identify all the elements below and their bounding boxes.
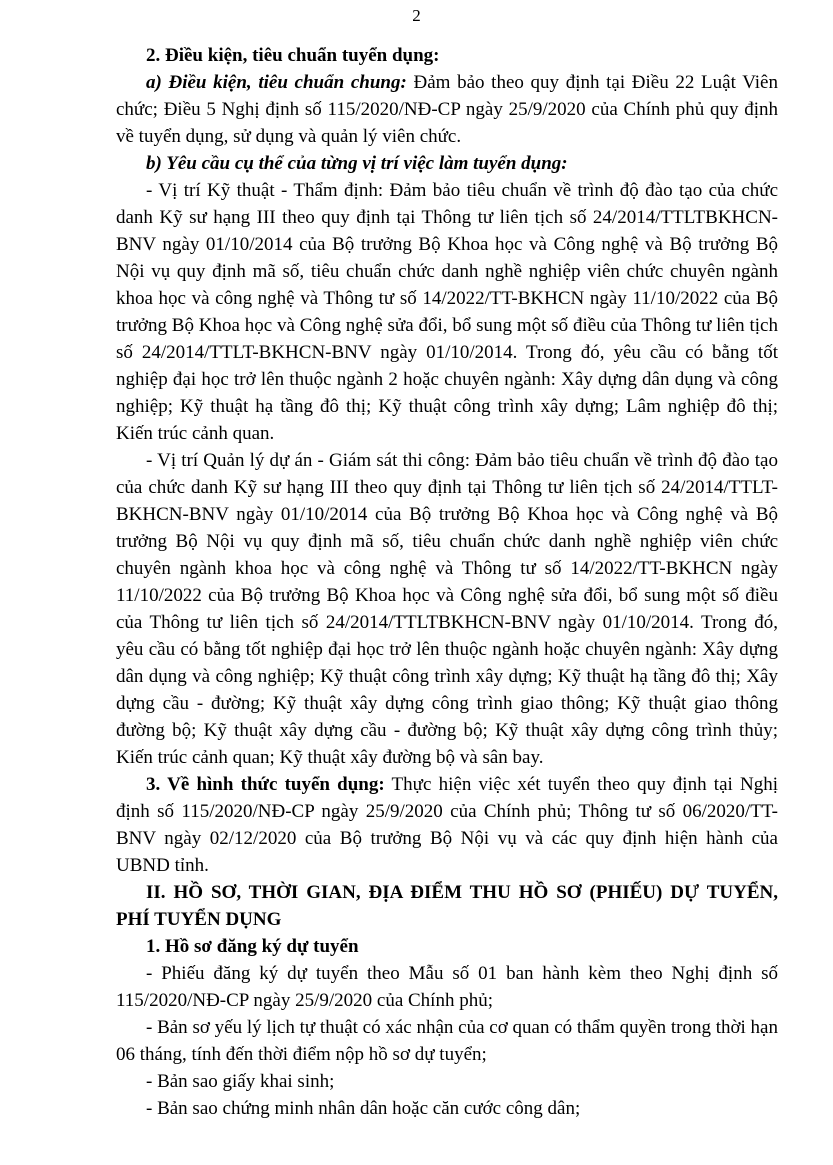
list-item: - Bản sao chứng minh nhân dân hoặc căn cước công dân; <box>146 1098 581 1119</box>
section-II-heading: II. HỒ SƠ, THỜI GIAN, ĐỊA ĐIỂM THU HỒ SƠ (PHIẾU) DỰ TUYỂN, PHÍ TUYỂN DỤNG <box>116 882 778 930</box>
section-2b-heading: b) Yêu cầu cụ thể của từng vị trí việc làm tuyển dụng: <box>146 153 568 174</box>
section-II-1-heading: 1. Hồ sơ đăng ký dự tuyển <box>146 936 359 957</box>
position-1-paragraph: - Vị trí Kỹ thuật - Thẩm định: Đảm bảo tiêu chuẩn về trình độ đào tạo của chức danh Kỹ sư hạng III theo quy định tại Thông tư liên tịch số 24/2014/TTLTBKHCN-BNV ngày 01/10/2014 của Bộ trưởng Bộ Khoa học và Công nghệ và Bộ trưởng Bộ Nội vụ quy định mã số, tiêu chuẩn chức danh nghề nghiệp viên chức chuyên ngành khoa học và công nghệ và Thông tư số 14/2022/TT-BKHCN ngày 11/10/2022 của Bộ trưởng Bộ Khoa học và Công nghệ sửa đổi, bổ sung một số điều của Thông tư liên tịch số 24/2014/TTLT-BKHCN-BNV ngày 01/10/2014. Trong đó, yêu cầu có bằng tốt nghiệp đại học trở lên thuộc ngành 2 hoặc chuyên ngành: Xây dựng dân dụng và công nghiệp; Kỹ thuật hạ tầng đô thị; Kỹ thuật công trình xây dựng; Lâm nghiệp đô thị; Kiến trúc cảnh quan. <box>116 180 778 444</box>
section-3-label: 3. Về hình thức tuyển dụng: <box>146 774 385 795</box>
list-item: - Phiếu đăng ký dự tuyển theo Mẫu số 01 ban hành kèm theo Nghị định số 115/2020/NĐ-CP ngày 25/9/2020 của Chính phủ; <box>116 963 778 1011</box>
section-2-heading: 2. Điều kiện, tiêu chuẩn tuyển dụng: <box>146 45 440 66</box>
section-3-text: Thực hiện việc xét tuyển theo quy định tại Nghị định số 115/2020/NĐ-CP ngày 25/9/2020 của Chính phủ; Thông tư số 06/2020/TT-BNV ngày 02/12/2020 của Bộ trưởng Bộ Nội vụ và các quy định hiện hành của UBND tỉnh. <box>116 774 778 876</box>
section-2a-label: a) Điều kiện, tiêu chuẩn chung: <box>146 72 407 93</box>
position-2-paragraph: - Vị trí Quản lý dự án - Giám sát thi công: Đảm bảo tiêu chuẩn về trình độ đào tạo của chức danh Kỹ sư hạng III theo quy định tại Thông tư liên tịch số 24/2014/TTLT-BKHCN-BNV ngày 01/10/2014 của Bộ trưởng Bộ Khoa học và Công nghệ và Bộ trưởng Bộ Nội vụ quy định mã số, tiêu chuẩn chức danh nghề nghiệp viên chức chuyên ngành khoa học và công nghệ và Thông tư số 14/2022/TT-BKHCN ngày 11/10/2022 của Bộ trưởng Bộ Khoa học và Công nghệ sửa đổi, bổ sung một số điều của Thông tư liên tịch số 24/2014/TTLTBKHCN-BNV ngày 01/10/2014. Trong đó, yêu cầu có bằng tốt nghiệp đại học trở lên thuộc ngành hoặc chuyên ngành: Xây dựng dân dụng và công nghiệp; Kỹ thuật công trình xây dựng; Kỹ thuật hạ tầng đô thị; Xây dựng cầu - đường; Kỹ thuật xây dựng công trình giao thông; Kỹ thuật giao thông đường bộ; Kỹ thuật xây dựng cầu - đường bộ; Kỹ thuật xây dựng công trình thủy; Kiến trúc cảnh quan; Kỹ thuật xây đường bộ và sân bay. <box>116 450 778 768</box>
list-item: - Bản sao giấy khai sinh; <box>146 1071 335 1092</box>
list-item: - Bản sơ yếu lý lịch tự thuật có xác nhận của cơ quan có thẩm quyền trong thời hạn 06 tháng, tính đến thời điểm nộp hồ sơ dự tuyển; <box>116 1017 778 1065</box>
section-3-paragraph <box>116 771 778 879</box>
document-body <box>116 42 778 1122</box>
section-2a-paragraph <box>116 69 778 150</box>
section-2a-text: Đảm bảo theo quy định tại Điều 22 Luật Viên chức; Điều 5 Nghị định số 115/2020/NĐ-CP ngày 25/9/2020 của Chính phủ quy định về tuyển dụng, sử dụng và quản lý viên chức. <box>116 72 778 147</box>
page-number: 2 <box>412 6 421 25</box>
